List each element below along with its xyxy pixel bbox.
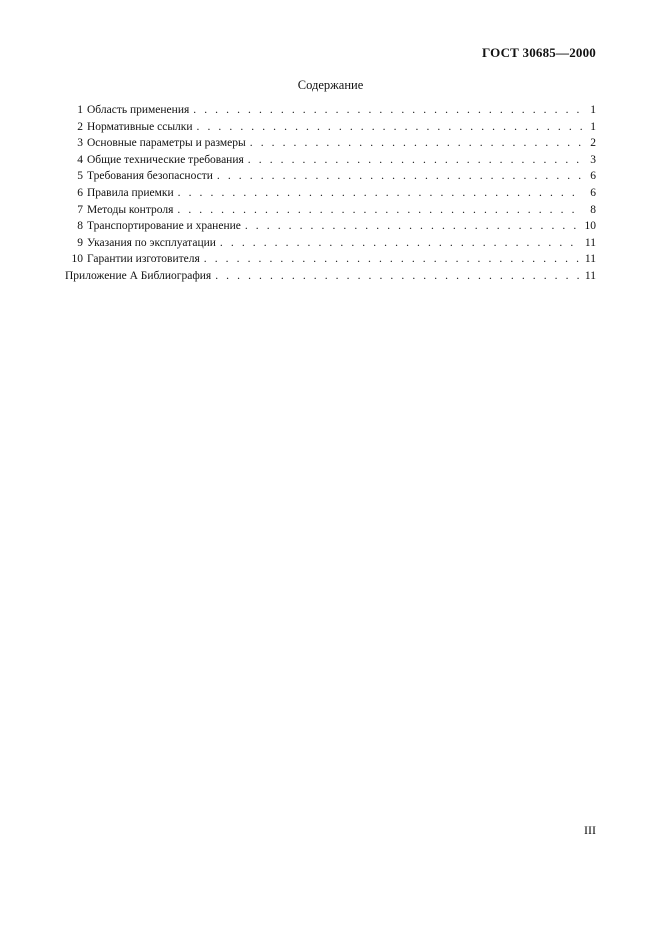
- toc-item-number: 6: [77, 186, 83, 199]
- toc-item-number: 1: [77, 104, 83, 116]
- document-code: ГОСТ 30685—2000: [481, 45, 596, 60]
- toc-item-page: 6: [590, 170, 596, 183]
- toc-dot-leader: [177, 202, 582, 219]
- toc-item-number: 7: [77, 203, 83, 216]
- toc-item-number: 3: [77, 137, 83, 150]
- toc-item-2[interactable]: [65, 119, 596, 136]
- toc-dot-leader: [193, 102, 582, 119]
- toc-item-label: Указания по эксплуатации: [87, 236, 216, 249]
- toc-item-label: Область применения: [87, 104, 190, 116]
- toc-item-number: 9: [77, 236, 83, 249]
- toc-item-label: Общие технические требования: [87, 153, 244, 166]
- toc-item-label: Приложение А Библиография: [65, 269, 212, 282]
- toc-item-number: 4: [77, 153, 83, 166]
- toc-title: Содержание: [297, 78, 364, 92]
- toc-dot-leader: [250, 135, 582, 152]
- toc-item-label: Гарантии изготовителя: [87, 253, 200, 266]
- toc-item-page: 1: [590, 120, 596, 133]
- toc-dot-leader: [217, 168, 582, 185]
- toc-item-number: 10: [71, 253, 83, 266]
- toc-item-page: 6: [590, 186, 596, 199]
- toc-item-label: Требования безопасности: [87, 170, 213, 183]
- toc-item-page: 3: [590, 153, 596, 166]
- toc-item-4[interactable]: [65, 152, 596, 169]
- toc-dot-leader: [220, 235, 581, 252]
- toc-dot-leader: [215, 268, 581, 285]
- toc-dot-leader: [204, 251, 581, 268]
- toc-item-appendix-a[interactable]: [65, 268, 596, 285]
- toc-item-label: Правила приемки: [87, 186, 174, 199]
- toc-item-number: 5: [77, 170, 83, 183]
- toc-item-label: Методы контроля: [87, 203, 174, 216]
- toc-item-8[interactable]: [65, 218, 596, 235]
- toc-item-7[interactable]: [65, 202, 596, 219]
- toc-item-page: 8: [590, 203, 596, 216]
- toc-item-5[interactable]: [65, 168, 596, 185]
- toc-item-number: 2: [77, 120, 83, 133]
- toc-item-page: 2: [590, 137, 596, 150]
- table-of-contents: [65, 102, 596, 285]
- toc-item-page: 1: [590, 104, 596, 116]
- toc-item-10[interactable]: [65, 251, 596, 268]
- toc-item-1[interactable]: [65, 102, 596, 119]
- toc-dot-leader: [197, 119, 582, 136]
- toc-dot-leader: [245, 218, 581, 235]
- toc-item-page: 10: [584, 220, 596, 233]
- toc-item-page: 11: [584, 269, 596, 282]
- toc-dot-leader: [248, 152, 582, 169]
- toc-item-label: Нормативные ссылки: [87, 120, 193, 133]
- page-number: III: [584, 823, 596, 837]
- toc-item-label: Транспортирование и хранение: [87, 220, 241, 233]
- toc-item-page: 11: [584, 253, 596, 266]
- toc-item-6[interactable]: [65, 185, 596, 202]
- toc-item-9[interactable]: [65, 235, 596, 252]
- toc-item-3[interactable]: [65, 135, 596, 152]
- toc-item-label: Основные параметры и размеры: [87, 137, 246, 150]
- toc-item-number: 8: [77, 220, 83, 233]
- toc-dot-leader: [178, 185, 582, 202]
- toc-item-page: 11: [584, 236, 596, 249]
